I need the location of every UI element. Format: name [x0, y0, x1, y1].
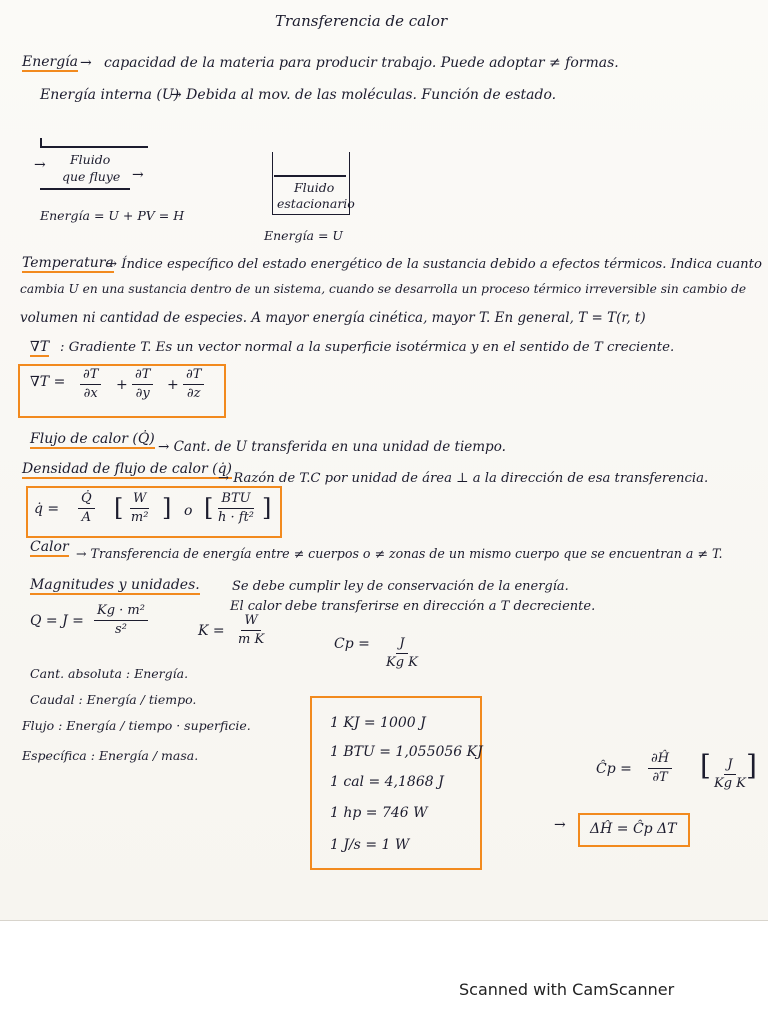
energia-interna-definition: → Debida al mov. de las moléculas. Función de estado.: [170, 87, 557, 103]
unit-2-numerator: BTU: [218, 492, 253, 509]
term-z-denominator: ∂z: [186, 385, 201, 401]
fluido-flujo-label-2: que fluye: [62, 169, 121, 184]
gradiente-label: ∇T: [30, 339, 50, 355]
temperatura-line-1: → Índice específico del estado energético de la sustancia debido a efectos térmicos. Indica cuanto: [106, 257, 762, 272]
bracket-right-1: ]: [162, 494, 172, 522]
bracket-right-3: ]: [746, 749, 757, 782]
calor-label: Calor: [30, 539, 69, 555]
calor-definition: → Transferencia de energía entre ≠ cuerpos o ≠ zonas de un mismo cuerpo que se encuentran a ≠ T.: [76, 546, 723, 561]
pipe-bottom-line: [40, 188, 130, 190]
cp-hat-fraction: [648, 752, 672, 786]
temperatura-line-2: cambia U en una sustancia dentro de un sistema, cuando se desarrolla un proceso térmico irreversible sin cambio de: [20, 282, 747, 296]
cp-hat-lhs: Ĉp =: [596, 761, 632, 777]
cp-hat-unit: [714, 758, 746, 792]
bracket-right-2: ]: [262, 494, 272, 522]
calor-note-2: El calor debe transferirse en dirección a T decreciente.: [230, 599, 596, 614]
gradiente-definition: : Gradiente T. Es un vector normal a la superficie isotérmica y en el sentido de T creciente.: [60, 340, 675, 355]
gradiente-term-y: [132, 368, 153, 402]
delta-h-equation: ΔĤ = Ĉp ΔT: [590, 821, 677, 837]
energia-label: Energía: [22, 54, 78, 70]
fluido-estacionario-equation: Energía = U: [264, 228, 343, 243]
page-title: Transferencia de calor: [275, 12, 448, 30]
conversion-cal: 1 cal = 4,1868 J: [330, 774, 444, 790]
fluido-flujo-equation: Energía = U + PV = H: [40, 208, 185, 223]
term-x-numerator: ∂T: [80, 368, 101, 385]
energy-unit-numerator: Kg · m²: [94, 604, 148, 621]
unit-1-numerator: W: [130, 492, 149, 509]
cp-fraction: [386, 637, 418, 671]
conductivity-fraction: [238, 614, 264, 648]
conductivity-numerator: W: [241, 614, 260, 631]
bracket-left-1: [: [114, 494, 124, 522]
densidad-denominator: A: [81, 509, 92, 525]
bracket-left-3: [: [700, 749, 711, 782]
unit-1-denominator: m²: [130, 509, 149, 525]
energy-unit-denominator: s²: [115, 621, 127, 637]
tipo-cantidad-absoluta: Cant. absoluta : Energía.: [30, 666, 189, 681]
gradiente-lhs: ∇T =: [30, 374, 66, 390]
energia-interna-label: Energía interna (U): [40, 87, 180, 103]
conductivity-lhs: K =: [198, 623, 225, 639]
cp-hat-denominator: ∂T: [652, 769, 668, 785]
tank-fluid-level: [274, 175, 346, 177]
densidad-flujo-label: Densidad de flujo de calor (q̇): [22, 461, 232, 477]
cp-hat-unit-denominator: Kg K: [714, 775, 746, 791]
cp-lhs: Cp =: [334, 636, 370, 652]
temperatura-line-3: volumen ni cantidad de especies. A mayor energía cinética, mayor T. En general, T = T(r, t): [20, 310, 646, 326]
gradiente-term-z: [183, 368, 204, 402]
unit-2-denominator: h · ft²: [218, 509, 255, 525]
tipo-especifica: Específica : Energía / masa.: [22, 748, 199, 763]
plus-sign-1: +: [116, 377, 128, 393]
term-y-denominator: ∂y: [135, 385, 150, 401]
cp-numerator: J: [396, 637, 407, 654]
bracket-left-2: [: [204, 494, 214, 522]
magnitudes-label: Magnitudes y unidades.: [30, 577, 200, 593]
conductivity-denominator: m K: [238, 631, 265, 647]
energia-definition: capacidad de la materia para producir trabajo. Puede adoptar ≠ formas.: [104, 55, 619, 71]
delta-h-arrow: →: [554, 817, 566, 833]
gradiente-term-x: [80, 368, 101, 402]
fluido-estacionario-label: Fluido: [294, 180, 335, 195]
term-y-numerator: ∂T: [132, 368, 153, 385]
unit-w-per-m2: [130, 492, 149, 526]
flujo-calor-label: Flujo de calor (Q̇): [30, 431, 155, 447]
flujo-calor-definition: → Cant. de U transferida en una unidad de tiempo.: [158, 439, 506, 455]
plus-sign-2: +: [167, 377, 179, 393]
fluido-estacionario-label-2: estacionario: [277, 196, 355, 211]
energia-arrow: →: [80, 55, 92, 71]
energy-unit-lhs: Q = J =: [30, 613, 84, 629]
cp-denominator: Kg K: [386, 654, 418, 670]
cp-hat-numerator: ∂Ĥ: [648, 752, 672, 769]
pipe-top-line: [40, 146, 148, 148]
tipo-flujo: Flujo : Energía / tiempo · superficie.: [22, 718, 251, 733]
term-z-numerator: ∂T: [183, 368, 204, 385]
flow-arrow-left: →: [34, 157, 46, 173]
conversion-hp: 1 hp = 746 W: [330, 805, 428, 821]
unit-btu-per-h-ft2: [218, 492, 254, 526]
conversion-kj: 1 KJ = 1000 J: [330, 715, 426, 731]
conversion-btu: 1 BTU = 1,055056 KJ: [330, 744, 483, 760]
or-symbol: o: [184, 503, 193, 519]
flow-arrow-right: →: [132, 167, 144, 183]
densidad-lhs: q̇ =: [34, 501, 60, 517]
conversion-js: 1 J/s = 1 W: [330, 837, 410, 853]
pipe-top-tick: [40, 138, 42, 148]
cp-hat-unit-numerator: J: [724, 758, 735, 775]
densidad-fraction: [78, 492, 95, 526]
scanner-footer: Scanned with CamScanner: [459, 980, 675, 999]
temperatura-label: Temperatura: [22, 255, 114, 271]
energy-unit-fraction: [94, 604, 148, 638]
densidad-flujo-definition: → Razón de T.C por unidad de área ⊥ a la dirección de esa transferencia.: [218, 471, 709, 486]
term-x-denominator: ∂x: [83, 385, 98, 401]
tipo-caudal: Caudal : Energía / tiempo.: [30, 692, 197, 707]
fluido-flujo-label: Fluido: [70, 152, 111, 167]
calor-note-1: Se debe cumplir ley de conservación de la energía.: [232, 579, 569, 594]
densidad-numerator: Q̇: [78, 492, 95, 509]
